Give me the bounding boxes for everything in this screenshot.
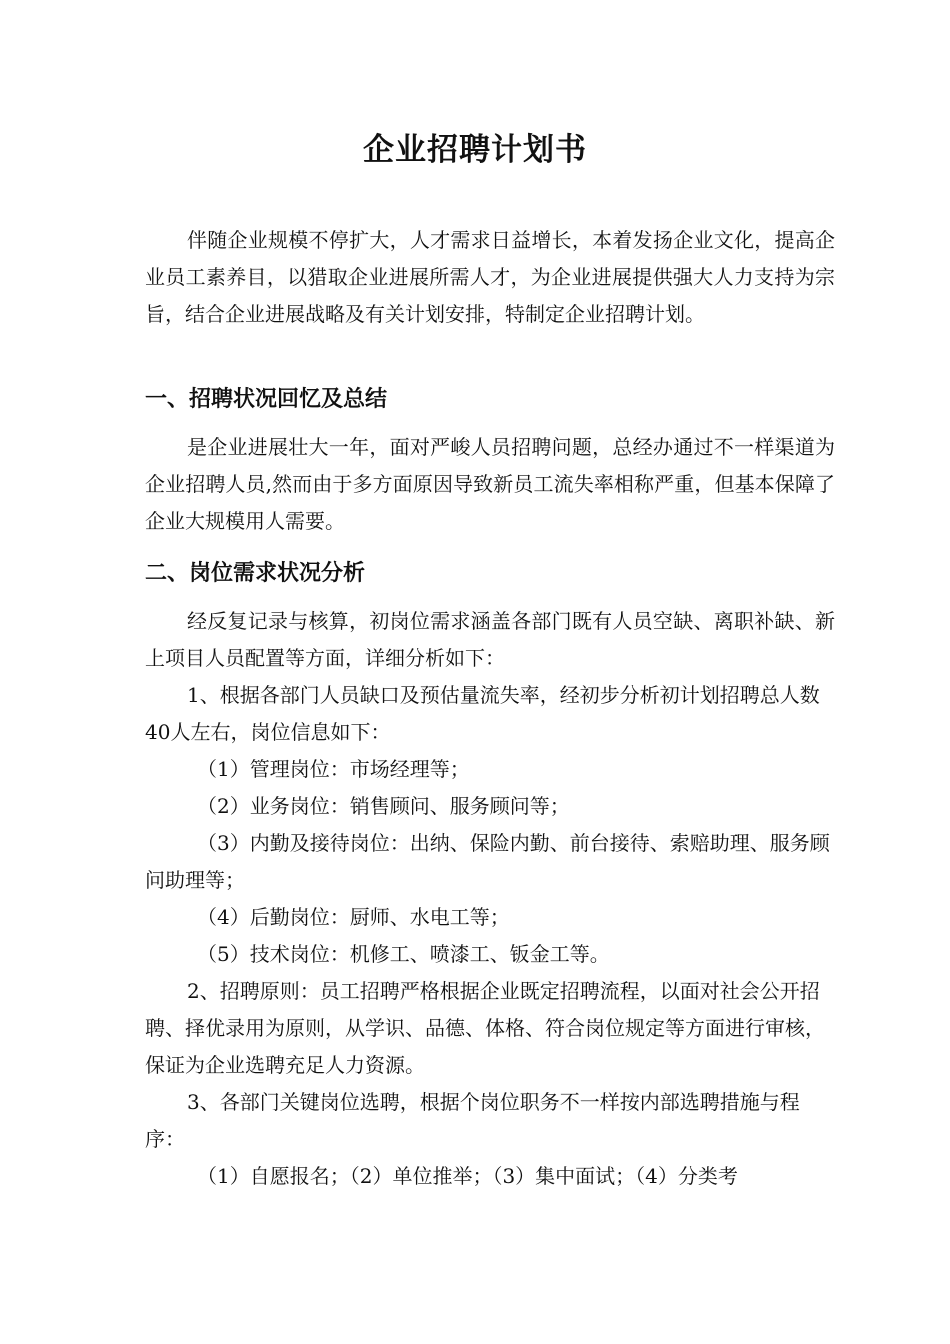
point-3: 3、各部门关键岗位选聘，根据个岗位职务不一样按内部选聘措施与程序： (145, 1090, 800, 1151)
position-item: （4）后勤岗位：厨师、水电工等； (197, 905, 510, 929)
position-item: （3）内勤及接待岗位：出纳、保险内勤、前台接待、索赔助理、服务顾问助理等； (145, 831, 830, 892)
section2-heading: 二、岗位需求状况分析 (145, 561, 366, 586)
intro-block (145, 222, 835, 333)
point-2: 2、招聘原则：员工招聘严格根据企业既定招聘流程，以面对社会公开招聘、择优录用为原则，从学识、品德、体格、符合岗位规定等方面进行审核，保证为企业选聘充足人力资源。 (145, 979, 825, 1077)
section1-paragraph: 是企业进展壮大一年，面对严峻人员招聘问题，总经办通过不一样渠道为企业招聘人员,然而由于多方面原因导致新员工流失率相称严重，但基本保障了企业大规模用人需要。 (145, 435, 835, 533)
position-item: （1）管理岗位：市场经理等； (197, 757, 470, 781)
section2-block (145, 603, 835, 1195)
intro-paragraph: 伴随企业规模不停扩大，人才需求日益增长，本着发扬企业文化，提高企业员工素养目，以猎取企业进展所需人才，为企业进展提供强大人力支持为宗旨，结合企业进展战略及有关计划安排，特制定企业招聘计划。 (145, 228, 835, 326)
section1-block (145, 429, 835, 540)
position-item: （2）业务岗位：销售顾问、服务顾问等； (197, 794, 570, 818)
document-title: 企业招聘计划书 (363, 132, 587, 168)
section2-paragraph: 经反复记录与核算，初岗位需求涵盖各部门既有人员空缺、离职补缺、新上项目人员配置等方面，详细分析如下： (145, 609, 835, 670)
position-item: （5）技术岗位：机修工、喷漆工、钣金工等。 (197, 942, 610, 966)
selection-steps: （1）自愿报名；（2）单位推举；（3）集中面试；（4）分类考 (197, 1164, 738, 1188)
point-1: 1、根据各部门人员缺口及预估量流失率，经初步分析初计划招聘总人数40人左右，岗位信息如下： (145, 683, 820, 744)
section1-heading: 一、招聘状况回忆及总结 (145, 387, 388, 412)
